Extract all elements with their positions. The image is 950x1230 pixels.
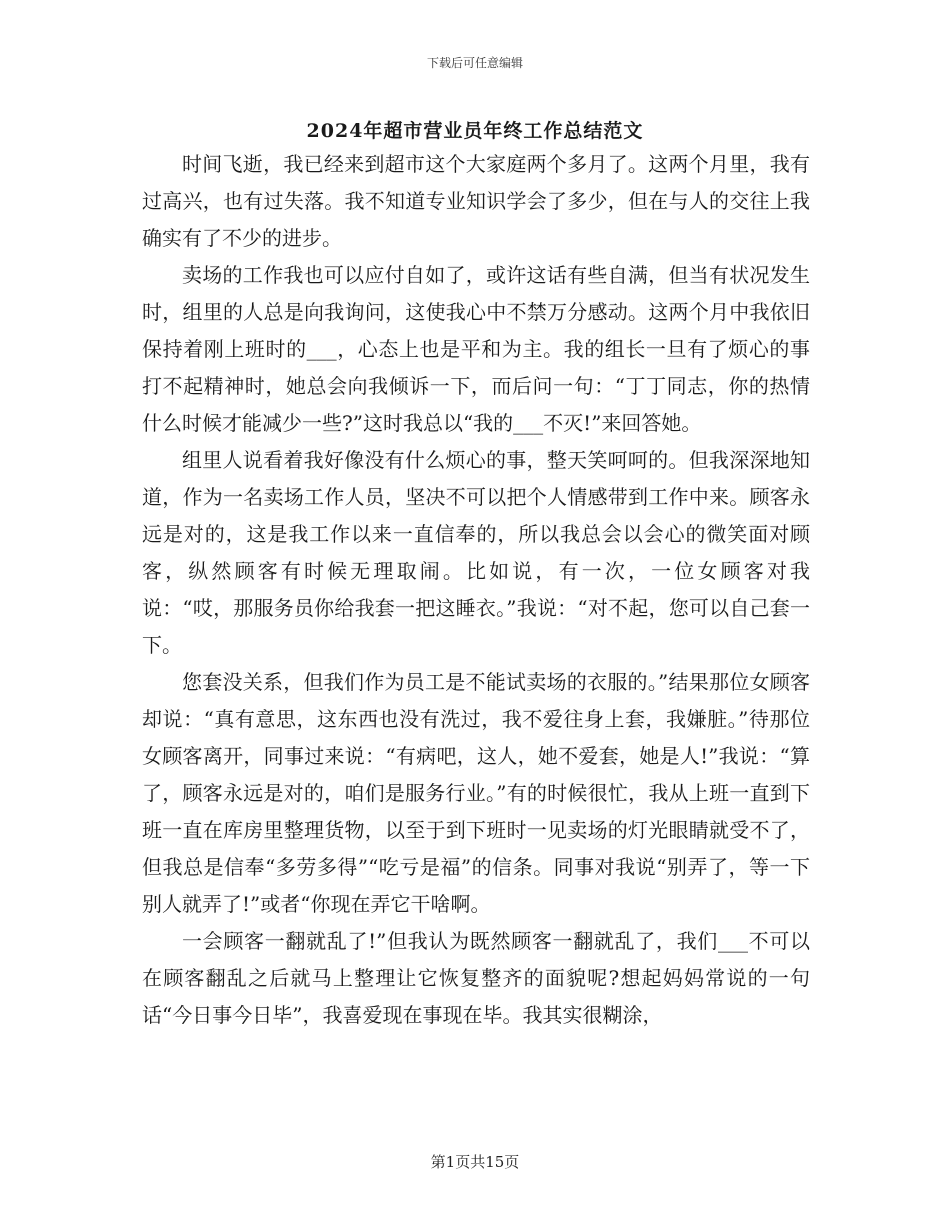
document-title: 2024年超市营业员年终工作总结范文	[306, 120, 644, 142]
paragraph: 一会顾客一翻就乱了!”但我认为既然顾客一翻就乱了，我们___不可以在顾客翻乱之后就马上整理让它恢复整齐的面貌呢?想起妈妈常说的一句话“今日事今日毕”，我喜爱现在事现在毕。我其实很糊涂，	[142, 929, 810, 1027]
paragraph: 时间飞逝，我已经来到超市这个大家庭两个多月了。这两个月里，我有过高兴，也有过失落。我不知道专业知识学会了多少，但在与人的交往上我确实有了不少的进步。	[142, 152, 810, 250]
page-indicator: 第1页共15页	[430, 1153, 520, 1171]
paragraph: 组里人说看着我好像没有什么烦心的事，整天笑呵呵的。但我深深地知道，作为一名卖场工作人员，坚决不可以把个人情感带到工作中来。顾客永远是对的，这是我工作以来一直信奉的，所以我总会以会心的微笑面对顾客，纵然顾客有时候无理取闹。比如说，有一次，一位女顾客对我说：“哎，那服务员你给我套一把这睡衣。”我说：“对不起，您可以自己套一下。	[142, 448, 810, 657]
header-note: 下载后可任意编辑	[426, 56, 523, 70]
document-body	[142, 146, 810, 1034]
paragraph: 卖场的工作我也可以应付自如了，或许这话有些自满，但当有状况发生时，组里的人总是向我询问，这使我心中不禁万分感动。这两个月中我依旧保持着刚上班时的___，心态上也是平和为主。我的组长一旦有了烦心的事打不起精神时，她总会向我倾诉一下，而后问一句：“丁丁同志，你的热情什么时候才能减少一些?”这时我总以“我的___不灭!”来回答她。	[142, 263, 810, 435]
paragraph: 您套没关系，但我们作为员工是不能试卖场的衣服的。”结果那位女顾客却说：“真有意思，这东西也没有洗过，我不爱往身上套，我嫌脏。”待那位女顾客离开，同事过来说：“有病吧，这人，她不爱套，她是人!”我说：“算了，顾客永远是对的，咱们是服务行业。”有的时候很忙，我从上班一直到下班一直在库房里整理货物，以至于到下班时一见卖场的灯光眼睛就受不了，但我总是信奉“多劳多得”“吃亏是福”的信条。同事对我说“别弄了，等一下别人就弄了!”或者“你现在弄它干啥啊。	[142, 670, 810, 916]
